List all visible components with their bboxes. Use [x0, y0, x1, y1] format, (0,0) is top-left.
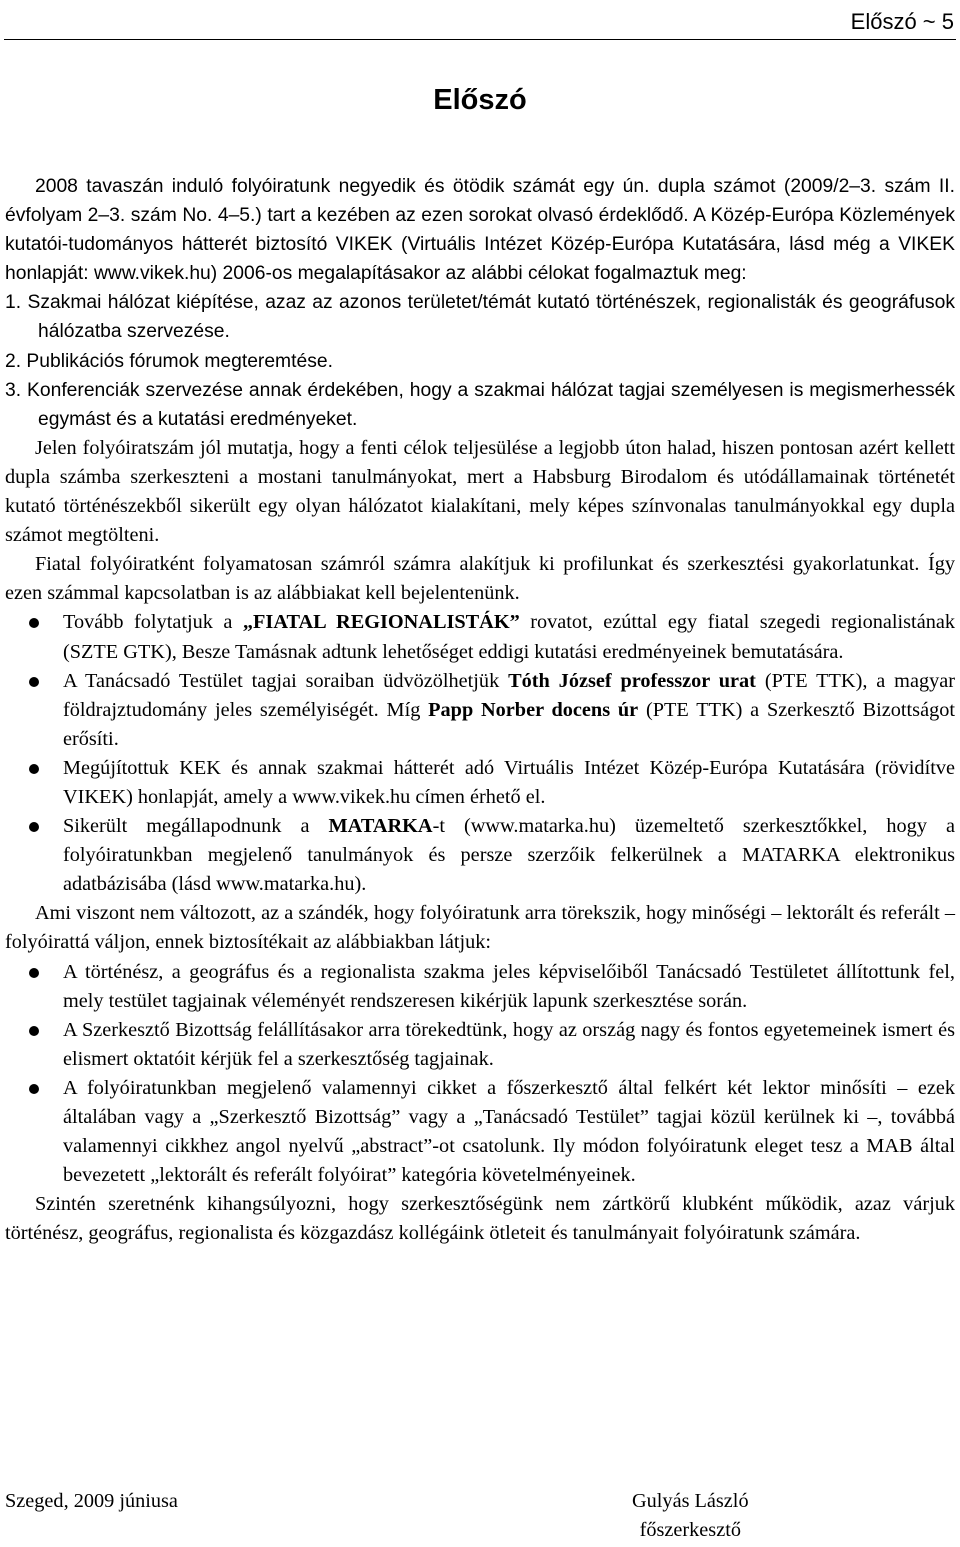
news-emphasis: Tóth József professzor urat [508, 669, 756, 692]
news-item [5, 754, 955, 812]
page-title: Előszó [433, 84, 527, 116]
quality-text: A folyóiratunkban megjelenő valamennyi cikket a főszerkesztő által felkért két lektor minősíti – ezek általában vagy a „Szerkesztő Bizottság” vagy a „Tanácsadó Testület” tagjai közül kerülnek ki –, továbbá valamennyi cikkhez angol nyelvű „abstract”-ot csatolunk. Ily módon folyóiratunk eleget tesz a MAB által bevezetett „lektorált és referált folyóirat” kategória követelményeinek. [63, 1076, 955, 1187]
news-text: (PTE TTK), a magyar földrajztudomány jeles személyiségét. Míg [63, 669, 955, 721]
news-text: rovatot, ezúttal egy fiatal szegedi regionalistának (SZTE GTK), Besze Tamásnak adtunk lehetőséget eddigi kutatási eredményeinek bemutatására. [63, 611, 955, 663]
paragraph-profile: Fiatal folyóiratként folyamatosan számról számra alakítjuk ki profilunkat és szerkesztési gyakorlatunkat. Így ezen számmal kapcsolatban is az alábbiakat kell bejelentenünk. [5, 553, 955, 605]
paragraph-quality: Ami viszont nem változott, az a szándék, hogy folyóiratunk arra törekszik, hogy minőségi – lektorált és referált – folyóirattá váljon, ennek biztosítékait az alábbiakban látjuk: [5, 902, 955, 954]
news-list [5, 608, 955, 899]
news-item [5, 812, 955, 899]
quality-text: A Szerkesztő Bizottság felállításakor arra törekedtünk, hogy az ország nagy és fontos egyetemeinek ismert és elismert oktatóit kérjük fel a szerkesztőség tagjainak. [63, 1018, 955, 1070]
bullet-icon [29, 822, 39, 832]
goals-list [5, 288, 955, 433]
news-text: A Tanácsadó Testület tagjai soraiban üdvözölhetjük [63, 669, 509, 692]
bullet-icon [29, 1026, 39, 1036]
news-item [5, 608, 955, 666]
news-emphasis: Papp Norber docens úr [428, 698, 639, 721]
news-text: Megújítottuk KEK és annak szakmai hátterét adó Virtuális Intézet Közép-Európa Kutatására (rövidítve VIKEK) honlapját, amely a www.vikek.hu címen érhető el. [63, 756, 955, 808]
quality-text: A történész, a geográfus és a regionalista szakma jeles képviselőiből Tanácsadó Testületet állítottunk fel, mely testület tagjainak véleményét rendszeresen kikérjük lapunk szerkesztése során. [63, 960, 955, 1012]
article-body [5, 172, 955, 1248]
running-header: Előszó ~ 5 [850, 9, 954, 34]
quality-item [5, 958, 955, 1016]
signature-block [0, 1487, 960, 1547]
news-item [5, 667, 955, 754]
header-rule [4, 39, 956, 40]
bullet-icon [29, 677, 39, 687]
place-date: Szeged, 2009 júniusa [5, 1490, 178, 1512]
goal-item: 3. Konferenciák szervezése annak érdekében, hogy a szakmai hálózat tagjai személyesen is megismerhessék egymást és a kutatási eredményeket. [5, 379, 955, 430]
news-text: Sikerült megállapodnunk a [63, 815, 329, 838]
news-text: Tovább folytatjuk a [63, 611, 243, 634]
news-emphasis: „FIATAL REGIONALISTÁK” [242, 611, 520, 634]
goal-item: 2. Publikációs fórumok megteremtése. [5, 350, 333, 372]
intro-paragraph [5, 172, 955, 288]
news-text: -t (www.matarka.hu) üzemeltető szerkesztőkkel, hogy a folyóiratunkban megjelenő tanulmányok és persze szerzőik felkerülnek a MATARKA elektronikus adatbázisába (lásd www.matarka.hu). [63, 815, 956, 896]
signatory [632, 1487, 749, 1545]
signatory-role: főszerkesztő [639, 1519, 741, 1542]
news-text: (PTE TTK) a Szerkesztő Bizottságot erősíti. [63, 698, 955, 750]
news-emphasis: MATARKA [328, 815, 433, 838]
quality-item [5, 1016, 955, 1074]
quality-list [5, 958, 955, 1191]
quality-item [5, 1074, 955, 1190]
paragraph-achievements: Jelen folyóiratszám jól mutatja, hogy a fenti célok teljesülése a legjobb úton halad, hiszen pontosan azért kellett dupla számba szerkeszteni a mostani tanulmányokat, mert a Habsburg Birodalom és utódállamainak történetét kutató történészekből sikerült egy olyan hálózatot kialakítani, mely képes színvonalas tanulmányokkal egy dupla számot megtölteni. [5, 436, 955, 547]
bullet-icon [29, 968, 39, 978]
bullet-icon [29, 1084, 39, 1094]
paragraph-closing: Szintén szeretnénk kihangsúlyozni, hogy szerkesztőségünk nem zártkörű klubként működik, azaz várjuk történész, geográfus, regionalista és közgazdász kollégáink ötleteit és tanulmányait folyóiratunk számára. [5, 1193, 955, 1245]
goal-item: 1. Szakmai hálózat kiépítése, azaz az azonos területet/témát kutató történészek, regionalisták és geográfusok hálózatba szervezése. [5, 292, 955, 343]
signatory-name: Gulyás László [632, 1490, 749, 1512]
intro-text: 2008 tavaszán induló folyóiratunk negyedik és ötödik számát egy ún. dupla számot (2009/2–3. szám II. évfolyam 2–3. szám No. 4–5.) tart a kezében az ezen sorokat olvasó érdeklődő. A Közép-Európa Közlemények kutatói-tudományos hátterét biztosító VIKEK (Virtuális Intézet Közép-Európa Kutatására, lásd még a VIKEK honlapját: www.vikek.hu) 2006-os megalapításakor az alábbi célokat fogalmaztuk meg: [5, 176, 955, 285]
bullet-icon [29, 764, 39, 774]
bullet-icon [29, 618, 39, 628]
